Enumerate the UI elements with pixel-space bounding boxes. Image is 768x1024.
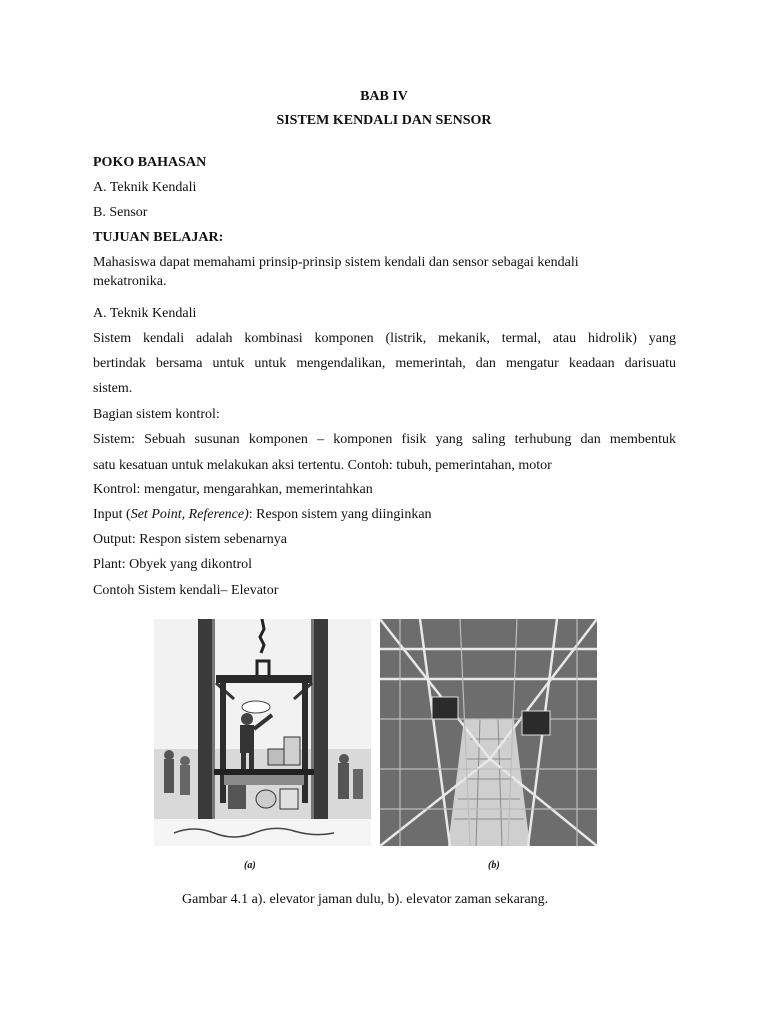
definition-text: Sistem kendali adalah kombinasi komponen (listrik, mekanik, termal, atau hidrolik) yang: [93, 331, 676, 346]
chapter-title: SISTEM KENDALI DAN SENSOR: [276, 113, 492, 128]
parts-intro: Bagian sistem kontrol:: [93, 407, 220, 422]
kontrol-text: Kontrol: mengatur, mengarahkan, memerintahkan: [93, 482, 373, 497]
definition-text: sistem.: [93, 381, 133, 396]
tujuan-belajar-heading: TUJUAN BELAJAR:: [93, 230, 224, 245]
tujuan-belajar-text: Mahasiswa dapat memahami prinsip-prinsip sistem kendali dan sensor sebagai kendali: [93, 255, 579, 270]
plant-text: Plant: Obyek yang dikontrol: [93, 557, 253, 572]
figure-label-b: (b): [488, 860, 500, 871]
definition-text: bertindak bersama untuk untuk mengendalikan, memerintah, dan mengatur keadaan darisuatu: [93, 356, 676, 371]
chapter-number: BAB IV: [360, 89, 408, 104]
example-text: Contoh Sistem kendali– Elevator: [93, 583, 279, 598]
input-prefix: Input (: [93, 507, 131, 522]
tujuan-belajar-text: mekatronika.: [93, 274, 167, 289]
poko-bahasan-heading: POKO BAHASAN: [93, 155, 207, 170]
input-italic: Set Point, Reference): [130, 507, 249, 522]
modern-elevator-image: [380, 619, 597, 846]
section-a-heading: A. Teknik Kendali: [93, 306, 197, 321]
old-elevator-image: [154, 619, 371, 846]
sistem-text: satu kesatuan untuk melakukan aksi tertentu. Contoh: tubuh, pemerintahan, motor: [93, 458, 552, 473]
figure-label-a: (a): [244, 860, 256, 871]
input-text: [93, 506, 432, 524]
figure-caption: Gambar 4.1 a). elevator jaman dulu, b). elevator zaman sekarang.: [182, 892, 549, 907]
input-suffix: : Respon sistem yang diinginkan: [248, 507, 432, 522]
sistem-text: Sistem: Sebuah susunan komponen – komponen fisik yang saling terhubung dan membentuk: [93, 432, 676, 447]
output-text: Output: Respon sistem sebenarnya: [93, 532, 288, 547]
poko-bahasan-item: A. Teknik Kendali: [93, 180, 197, 195]
poko-bahasan-item: B. Sensor: [93, 205, 148, 220]
